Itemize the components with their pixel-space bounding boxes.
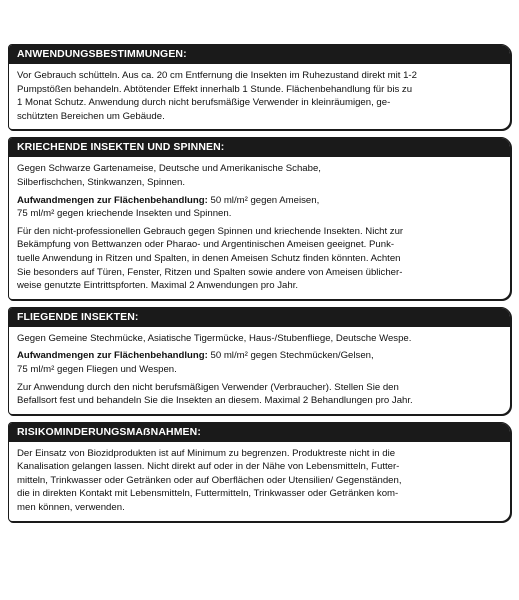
paragraph — [17, 69, 502, 123]
text-line: schützten Bereichen um Gebäude. — [17, 110, 165, 122]
text-line: Befallsort fest und behandeln Sie die Insekten an diesem. Maximal 2 Behandlungen pro Jahr. — [17, 395, 413, 407]
text-line: Der Einsatz von Biozidprodukten ist auf Minimum zu begrenzen. Produktreste nicht in die — [17, 447, 396, 459]
section-crawling-insects — [8, 137, 511, 299]
target-pests-paragraph — [17, 332, 502, 346]
product-label — [8, 44, 511, 529]
section-title: ANWENDUNGSBESTIMMUNGEN: — [9, 45, 510, 64]
text-line: mitteln, Trinkwasser oder Getränken oder auf Oberflächen oder Utensilien/ Gegenständen, — [17, 474, 402, 486]
paragraph — [17, 447, 502, 515]
section-application-instructions — [8, 44, 511, 130]
section-body — [9, 157, 510, 298]
section-title: FLIEGENDE INSEKTEN: — [9, 308, 510, 327]
text-line: Kanalisation gelangen lassen. Nicht direkt auf oder in der Nähe von Lebensmitteln, Futter- — [17, 461, 400, 473]
dosage-paragraph — [17, 194, 502, 221]
dosage-label: Aufwandmengen zur Flächenbehandlung: — [17, 194, 208, 206]
section-body — [9, 327, 510, 414]
usage-note-paragraph — [17, 225, 502, 293]
text-line: Bekämpfung von Bettwanzen oder Pharao- und Argentinischen Ameisen geeignet. Punk- — [17, 239, 395, 251]
text-line: Vor Gebrauch schütteln. Aus ca. 20 cm Entfernung die Insekten im Ruhezustand direkt mit 1-2 — [17, 70, 417, 81]
section-body — [9, 442, 510, 521]
section-flying-insects — [8, 307, 511, 415]
text-line: die in direkten Kontakt mit Lebensmitteln, Futtermitteln, Trinkwasser oder Getränken kom- — [17, 488, 399, 500]
text-line: Zur Anwendung durch den nicht berufsmäßigen Verwender (Verbraucher). Stellen Sie den — [17, 381, 399, 393]
text-line: 1 Monat Schutz. Anwendung durch nicht berufsmäßige Verwender in kleinräumigen, ge- — [17, 97, 391, 109]
text-line: Sie besonders auf Türen, Fenster, Ritzen und Spalten sowie andere von Ameisen üblicher- — [17, 266, 403, 278]
dosage-paragraph — [17, 349, 502, 376]
section-risk-mitigation — [8, 422, 511, 522]
usage-note-paragraph — [17, 381, 502, 408]
target-pests-paragraph — [17, 162, 502, 189]
section-title: RISIKOMINDERUNGSMAẞNAHMEN: — [9, 423, 510, 442]
text-line — [17, 194, 502, 208]
section-title: KRIECHENDE INSEKTEN UND SPINNEN: — [9, 138, 510, 157]
dosage-value: 50 ml/m² gegen Stechmücken/Gelsen, — [207, 350, 374, 362]
text-line: Pumpstößen behandeln. Abtötender Effekt innerhalb 1 Stunde. Flächenbehandlung für bis zu — [17, 83, 413, 95]
text-line: weise genutzte Eintrittspforten. Maximal 2 Anwendungen pro Jahr. — [17, 280, 299, 292]
text-line: 75 ml/m² gegen kriechende Insekten und Spinnen. — [17, 208, 232, 220]
text-line: Für den nicht-professionellen Gebrauch gegen Spinnen und kriechende Insekten. Nicht zur — [17, 225, 404, 237]
text-line: Gegen Gemeine Stechmücke, Asiatische Tigermücke, Haus-/Stubenfliege, Deutsche Wespe. — [17, 332, 412, 344]
dosage-value: 50 ml/m² gegen Ameisen, — [207, 194, 320, 206]
dosage-label: Aufwandmengen zur Flächenbehandlung: — [17, 350, 208, 362]
text-line: tuelle Anwendung in Ritzen und Spalten, in denen Ameisen Schutz finden könnten. Achten — [17, 252, 401, 264]
section-body — [9, 64, 510, 129]
text-line: Silberfischchen, Stinkwanzen, Spinnen. — [17, 176, 185, 188]
text-line: 75 ml/m² gegen Fliegen und Wespen. — [17, 363, 177, 375]
text-line: men können, verwenden. — [17, 502, 125, 514]
text-line — [17, 349, 502, 363]
text-line: Gegen Schwarze Gartenameise, Deutsche und Amerikanische Schabe, — [17, 163, 321, 175]
